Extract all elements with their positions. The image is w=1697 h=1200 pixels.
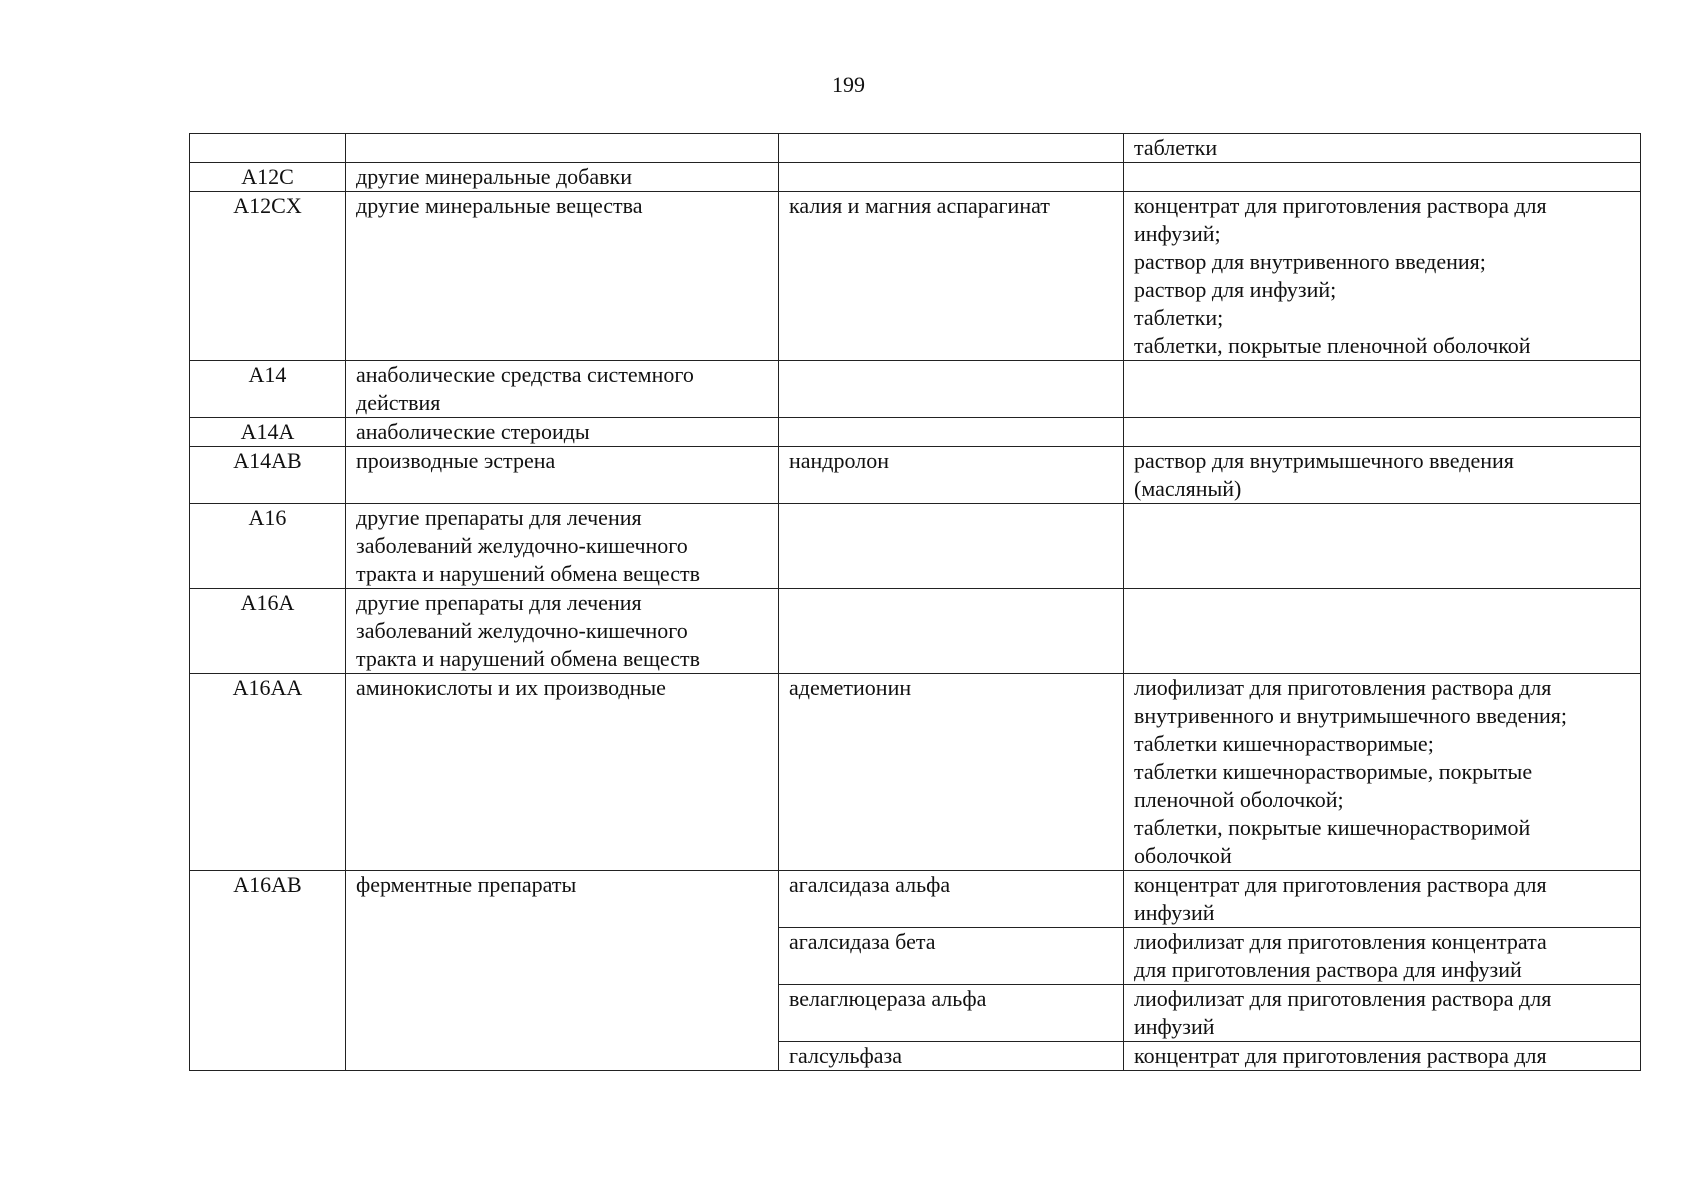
group-cell: анаболические средства системного действия bbox=[346, 361, 779, 418]
atc-code-cell: A12C bbox=[190, 163, 346, 192]
atc-code-cell: A14A bbox=[190, 418, 346, 447]
drug-cell bbox=[779, 589, 1124, 674]
dosage-form-cell: лиофилизат для приготовления раствора для инфузий bbox=[1124, 985, 1641, 1042]
group-cell: другие минеральные вещества bbox=[346, 192, 779, 361]
atc-code-cell: A16 bbox=[190, 504, 346, 589]
medication-table bbox=[189, 133, 1641, 1071]
table-row bbox=[190, 447, 1641, 504]
atc-code-cell: A14 bbox=[190, 361, 346, 418]
dosage-form-cell: раствор для внутримышечного введения (масляный) bbox=[1124, 447, 1641, 504]
group-cell: ферментные препараты bbox=[346, 871, 779, 1071]
group-cell: другие препараты для лечения заболеваний желудочно-кишечного тракта и нарушений обмена веществ bbox=[346, 589, 779, 674]
group-cell: анаболические стероиды bbox=[346, 418, 779, 447]
dosage-form-cell bbox=[1124, 589, 1641, 674]
dosage-form-cell: концентрат для приготовления раствора для инфузий bbox=[1124, 871, 1641, 928]
dosage-form-cell bbox=[1124, 361, 1641, 418]
atc-code-cell: A12CX bbox=[190, 192, 346, 361]
drug-cell: галсульфаза bbox=[779, 1042, 1124, 1071]
table-row bbox=[190, 871, 1641, 928]
table-row bbox=[190, 589, 1641, 674]
atc-code-cell: A16A bbox=[190, 589, 346, 674]
group-cell: другие минеральные добавки bbox=[346, 163, 779, 192]
atc-code-cell bbox=[190, 134, 346, 163]
drug-cell: агалсидаза альфа bbox=[779, 871, 1124, 928]
dosage-form-cell bbox=[1124, 418, 1641, 447]
table-row bbox=[190, 361, 1641, 418]
drug-cell: калия и магния аспарагинат bbox=[779, 192, 1124, 361]
atc-code-cell: A14AB bbox=[190, 447, 346, 504]
drug-cell bbox=[779, 163, 1124, 192]
atc-code-cell: A16AB bbox=[190, 871, 346, 1071]
drug-cell: велаглюцераза альфа bbox=[779, 985, 1124, 1042]
drug-cell: нандролон bbox=[779, 447, 1124, 504]
table-row bbox=[190, 192, 1641, 361]
page-number: 199 bbox=[832, 72, 865, 97]
group-cell: другие препараты для лечения заболеваний желудочно-кишечного тракта и нарушений обмена веществ bbox=[346, 504, 779, 589]
drug-cell bbox=[779, 418, 1124, 447]
group-cell bbox=[346, 134, 779, 163]
dosage-form-cell: концентрат для приготовления раствора для bbox=[1124, 1042, 1641, 1071]
drug-cell bbox=[779, 504, 1124, 589]
dosage-form-cell: лиофилизат для приготовления раствора для внутривенного и внутримышечного введения; таблетки кишечнорастворимые; таблетки кишечнорастворимые, покрытые пленочной оболочкой; таблетки, покрытые кишечнорастворимой оболочкой bbox=[1124, 674, 1641, 871]
drug-cell bbox=[779, 361, 1124, 418]
dosage-form-cell bbox=[1124, 504, 1641, 589]
dosage-form-cell: таблетки bbox=[1124, 134, 1641, 163]
group-cell: аминокислоты и их производные bbox=[346, 674, 779, 871]
dosage-form-cell bbox=[1124, 163, 1641, 192]
atc-code-cell: A16AA bbox=[190, 674, 346, 871]
group-cell: производные эстрена bbox=[346, 447, 779, 504]
drug-cell bbox=[779, 134, 1124, 163]
dosage-form-cell: концентрат для приготовления раствора для инфузий; раствор для внутривенного введения; раствор для инфузий; таблетки; таблетки, покрытые пленочной оболочкой bbox=[1124, 192, 1641, 361]
drug-cell: адеметионин bbox=[779, 674, 1124, 871]
table-row bbox=[190, 418, 1641, 447]
table-row bbox=[190, 674, 1641, 871]
table-row bbox=[190, 163, 1641, 192]
table-row bbox=[190, 134, 1641, 163]
drug-cell: агалсидаза бета bbox=[779, 928, 1124, 985]
table-row bbox=[190, 504, 1641, 589]
dosage-form-cell: лиофилизат для приготовления концентрата для приготовления раствора для инфузий bbox=[1124, 928, 1641, 985]
